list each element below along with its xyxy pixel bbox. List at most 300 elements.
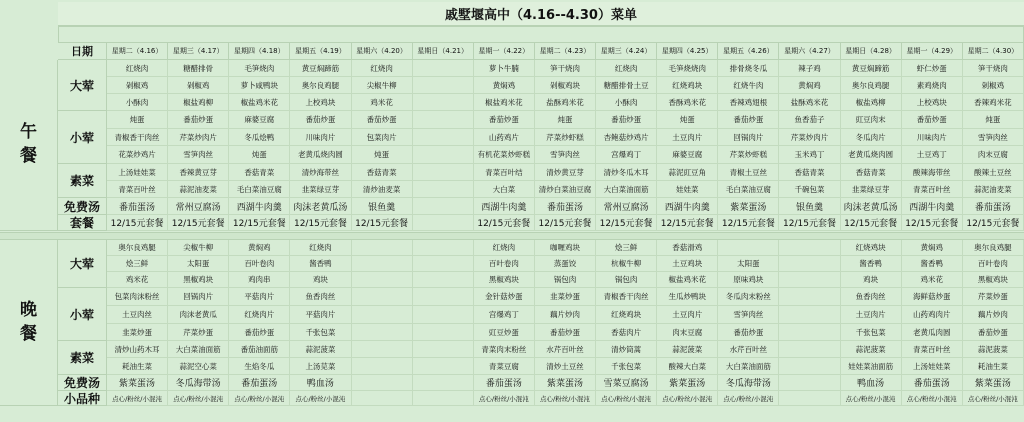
menu-cell: 12/15元套餐 bbox=[779, 215, 840, 231]
menu-cell: 点心/粉丝/小混沌 bbox=[229, 391, 290, 406]
menu-cell: 辣子鸡 bbox=[779, 60, 840, 77]
menu-cell: 老黄瓜烧肉圆 bbox=[290, 146, 351, 164]
menu-cell: 平菇肉片 bbox=[290, 306, 351, 324]
menu-cell: 冬瓜海带汤 bbox=[168, 375, 229, 391]
menu-cell: 锅包肉 bbox=[535, 272, 596, 288]
menu-cell: 青菜百叶丝 bbox=[107, 181, 168, 198]
menu-cell: 常州豆腐汤 bbox=[168, 198, 229, 215]
menu-cell: 番茄炒蛋 bbox=[718, 324, 779, 341]
menu-cell: 鸡米花 bbox=[352, 94, 413, 111]
menu-cell: 酸辣土豆丝 bbox=[963, 164, 1024, 181]
menu-cell: 清炒筒蒿 bbox=[596, 341, 657, 358]
menu-cell bbox=[779, 324, 840, 341]
menu-cell: 红烧肉 bbox=[596, 60, 657, 77]
category-label: 免费汤 bbox=[58, 198, 107, 215]
menu-cell: 香菇肉片 bbox=[596, 324, 657, 341]
menu-cell: 宫爆鸡丁 bbox=[596, 146, 657, 164]
menu-cell: 回锅肉片 bbox=[718, 129, 779, 146]
menu-cell: 千张包菜 bbox=[290, 324, 351, 341]
menu-cell: 点心/粉丝/小混沌 bbox=[657, 391, 718, 406]
menu-cell: 蒜泥菠菜 bbox=[657, 341, 718, 358]
menu-cell: 点心/粉丝/小混沌 bbox=[718, 391, 779, 406]
menu-cell: 点心/粉丝/小混沌 bbox=[290, 391, 351, 406]
menu-cell bbox=[413, 146, 474, 164]
menu-cell: 蒜泥菠菜 bbox=[290, 341, 351, 358]
menu-cell: 土豆肉丝 bbox=[107, 306, 168, 324]
menu-cell: 鸡块 bbox=[290, 272, 351, 288]
category-label: 大荤 bbox=[58, 240, 107, 288]
menu-cell bbox=[413, 341, 474, 358]
menu-cell: 金针菇炒蛋 bbox=[474, 288, 535, 306]
menu-cell: 西湖牛肉羹 bbox=[474, 198, 535, 215]
menu-cell: 毛笋烧肉 bbox=[229, 60, 290, 77]
menu-cell: 番茄蛋汤 bbox=[963, 198, 1024, 215]
menu-cell bbox=[413, 256, 474, 272]
menu-cell: 黄焖鸡 bbox=[902, 240, 963, 256]
menu-cell: 红烧鸡块 bbox=[841, 240, 902, 256]
menu-cell: 鸭血汤 bbox=[841, 375, 902, 391]
menu-cell: 红烧肉 bbox=[474, 240, 535, 256]
menu-cell: 萝卜牛腩 bbox=[474, 60, 535, 77]
menu-cell: 蒜泥豇豆角 bbox=[657, 164, 718, 181]
menu-cell bbox=[413, 324, 474, 341]
menu-cell: 太阳蛋 bbox=[168, 256, 229, 272]
category-label: 大荤 bbox=[58, 60, 107, 111]
menu-cell: 百叶卷肉 bbox=[229, 256, 290, 272]
menu-cell: 芹菜炒肉片 bbox=[779, 129, 840, 146]
menu-cell: 番茄蛋汤 bbox=[107, 198, 168, 215]
category-label: 免费汤 bbox=[58, 375, 107, 391]
menu-cell: 藕片炒肉 bbox=[535, 306, 596, 324]
category-label: 小荤 bbox=[58, 288, 107, 341]
menu-cell: 酸辣海带丝 bbox=[902, 164, 963, 181]
menu-cell: 虾仁炒蛋 bbox=[902, 60, 963, 77]
menu-cell bbox=[779, 240, 840, 256]
menu-cell: 土豆肉片 bbox=[841, 306, 902, 324]
menu-cell: 酱香鸭 bbox=[841, 256, 902, 272]
menu-cell: 西湖牛肉羹 bbox=[229, 198, 290, 215]
menu-cell bbox=[413, 181, 474, 198]
menu-cell bbox=[352, 375, 413, 391]
dinner-label-char: 晚 bbox=[20, 299, 37, 320]
menu-cell bbox=[413, 164, 474, 181]
menu-cell: 清炒白菜油豆腐 bbox=[535, 181, 596, 198]
menu-cell: 大白菜油面筋 bbox=[596, 181, 657, 198]
category-label: 素菜 bbox=[58, 164, 107, 198]
menu-cell: 冬瓜海带汤 bbox=[718, 375, 779, 391]
menu-cell: 椒盐鸡米花 bbox=[229, 94, 290, 111]
menu-cell: 香辣黄豆芽 bbox=[168, 164, 229, 181]
menu-cell: 豇豆炒蛋 bbox=[474, 324, 535, 341]
menu-cell bbox=[413, 94, 474, 111]
menu-cell: 上校鸡块 bbox=[290, 94, 351, 111]
menu-cell: 鸡米花 bbox=[902, 272, 963, 288]
menu-cell: 鸡米花 bbox=[107, 272, 168, 288]
menu-cell: 上校鸡块 bbox=[902, 94, 963, 111]
menu-cell bbox=[413, 358, 474, 375]
menu-cell: 锅包肉 bbox=[596, 272, 657, 288]
menu-cell: 紫菜蛋汤 bbox=[107, 375, 168, 391]
menu-cell: 冬瓜肉末粉丝 bbox=[718, 288, 779, 306]
menu-cell: 上汤娃娃菜 bbox=[107, 164, 168, 181]
menu-cell: 点心/粉丝/小混沌 bbox=[168, 391, 229, 406]
menu-cell bbox=[413, 288, 474, 306]
menu-cell: 毛笋烧烧肉 bbox=[657, 60, 718, 77]
date-header-cell: 星期二（4.30） bbox=[963, 43, 1024, 60]
menu-cell: 花菜炒鸡片 bbox=[107, 146, 168, 164]
menu-cell bbox=[413, 198, 474, 215]
menu-cell: 太阳蛋 bbox=[718, 256, 779, 272]
menu-cell: 椒盐鸡米花 bbox=[657, 272, 718, 288]
menu-cell: 椒盐鸡柳 bbox=[841, 94, 902, 111]
menu-cell bbox=[779, 375, 840, 391]
menu-cell: 剁椒鸡 bbox=[963, 77, 1024, 94]
date-header-cell: 星期二（4.23） bbox=[535, 43, 596, 60]
date-header-cell: 星期四（4.25） bbox=[657, 43, 718, 60]
menu-cell: 肉末豆腐 bbox=[963, 146, 1024, 164]
menu-cell: 黑椒鸡块 bbox=[474, 272, 535, 288]
menu-cell: 12/15元套餐 bbox=[474, 215, 535, 231]
date-header-cell: 星期六（4.27） bbox=[779, 43, 840, 60]
menu-cell: 韭菜绿豆芽 bbox=[290, 181, 351, 198]
menu-cell: 笋干烧肉 bbox=[963, 60, 1024, 77]
menu-cell bbox=[779, 391, 840, 406]
menu-cell: 点心/粉丝/小混沌 bbox=[535, 391, 596, 406]
menu-cell: 蒜泥菠菜 bbox=[963, 341, 1024, 358]
menu-cell: 藕片炒肉 bbox=[963, 306, 1024, 324]
date-header-cell: 星期五（4.19） bbox=[290, 43, 351, 60]
menu-cell: 烩三鲜 bbox=[107, 256, 168, 272]
menu-cell: 千张包菜 bbox=[596, 358, 657, 375]
menu-cell: 蒸蛋饺 bbox=[535, 256, 596, 272]
menu-cell: 酱香鸭 bbox=[902, 256, 963, 272]
menu-cell: 香辣鸡米花 bbox=[963, 94, 1024, 111]
menu-cell bbox=[413, 129, 474, 146]
menu-cell: 萝卜咸鸭块 bbox=[229, 77, 290, 94]
lunch-label bbox=[0, 60, 58, 231]
menu-cell: 包菜肉沫粉丝 bbox=[107, 288, 168, 306]
menu-cell: 糖醋排骨土豆 bbox=[596, 77, 657, 94]
category-label: 小品种 bbox=[58, 391, 107, 406]
menu-cell: 香酥鸡米花 bbox=[657, 94, 718, 111]
menu-cell: 青椒土豆丝 bbox=[718, 164, 779, 181]
dinner-label bbox=[0, 240, 58, 406]
menu-cell bbox=[779, 288, 840, 306]
menu-cell: 点心/粉丝/小混沌 bbox=[596, 391, 657, 406]
menu-cell: 12/15元套餐 bbox=[596, 215, 657, 231]
menu-cell: 水芹百叶丝 bbox=[718, 341, 779, 358]
menu-cell: 12/15元套餐 bbox=[535, 215, 596, 231]
menu-cell bbox=[718, 240, 779, 256]
menu-cell: 尖椒牛柳 bbox=[168, 240, 229, 256]
menu-cell bbox=[352, 306, 413, 324]
menu-cell: 鸭血汤 bbox=[290, 375, 351, 391]
menu-cell: 盐酥鸡米花 bbox=[535, 94, 596, 111]
menu-cell: 黄焖鸡 bbox=[779, 77, 840, 94]
menu-cell: 蒜泥菠菜 bbox=[841, 341, 902, 358]
menu-cell: 老黄瓜烧肉圆 bbox=[841, 146, 902, 164]
lunch-label-char: 午 bbox=[20, 122, 37, 143]
menu-cell: 银鱼羹 bbox=[352, 198, 413, 215]
menu-cell: 点心/粉丝/小混沌 bbox=[841, 391, 902, 406]
menu-cell: 娃娃菜 bbox=[657, 181, 718, 198]
menu-cell: 西湖牛肉羹 bbox=[657, 198, 718, 215]
date-header-cell: 星期一（4.22） bbox=[474, 43, 535, 60]
menu-cell: 番茄油面筋 bbox=[229, 341, 290, 358]
menu-cell: 银鱼羹 bbox=[779, 198, 840, 215]
menu-cell: 川味肉片 bbox=[290, 129, 351, 146]
menu-cell: 番茄蛋汤 bbox=[229, 375, 290, 391]
menu-cell: 肉沫老黄瓜汤 bbox=[841, 198, 902, 215]
menu-cell: 尖椒牛柳 bbox=[352, 77, 413, 94]
menu-cell: 千张包菜 bbox=[841, 324, 902, 341]
menu-cell: 素鸡烧肉 bbox=[902, 77, 963, 94]
menu-cell: 香辣鸡翅根 bbox=[718, 94, 779, 111]
menu-cell: 冬瓜烩鸭 bbox=[229, 129, 290, 146]
menu-cell: 蒜泥空心菜 bbox=[168, 358, 229, 375]
menu-cell: 芹菜炒虾糕 bbox=[718, 146, 779, 164]
menu-cell: 雪笋肉丝 bbox=[963, 129, 1024, 146]
menu-cell: 小酥肉 bbox=[107, 94, 168, 111]
menu-cell bbox=[413, 215, 474, 231]
menu-cell: 芹菜炒虾糕 bbox=[535, 129, 596, 146]
menu-cell: 12/15元套餐 bbox=[963, 215, 1024, 231]
menu-cell: 土豆肉片 bbox=[657, 129, 718, 146]
menu-cell: 剁椒鸡 bbox=[107, 77, 168, 94]
menu-cell: 炖蛋 bbox=[229, 146, 290, 164]
menu-cell: 番茄炒蛋 bbox=[963, 324, 1024, 341]
menu-cell bbox=[413, 375, 474, 391]
menu-cell: 剁椒鸡块 bbox=[535, 77, 596, 94]
menu-cell: 炖蛋 bbox=[963, 111, 1024, 129]
menu-cell bbox=[352, 272, 413, 288]
menu-cell: 鱼香肉丝 bbox=[290, 288, 351, 306]
menu-cell: 包菜肉片 bbox=[352, 129, 413, 146]
menu-cell: 芹菜炒蛋 bbox=[963, 288, 1024, 306]
menu-cell: 水芹百叶丝 bbox=[535, 341, 596, 358]
menu-cell: 清炒冬瓜木耳 bbox=[596, 164, 657, 181]
menu-cell: 鸡肉串 bbox=[229, 272, 290, 288]
date-header-cell: 星期日（4.21） bbox=[413, 43, 474, 60]
menu-cell: 椒盐鸡米花 bbox=[474, 94, 535, 111]
menu-cell: 耗油生菜 bbox=[107, 358, 168, 375]
menu-cell: 芹菜炒肉片 bbox=[168, 129, 229, 146]
menu-cell: 上汤苋菜 bbox=[290, 358, 351, 375]
menu-cell: 鱼香肉丝 bbox=[841, 288, 902, 306]
menu-cell: 香菇滑鸡 bbox=[657, 240, 718, 256]
menu-cell: 生瓜炒鸭块 bbox=[657, 288, 718, 306]
menu-cell: 豇豆肉末 bbox=[841, 111, 902, 129]
menu-cell: 番茄蛋汤 bbox=[902, 375, 963, 391]
menu-cell: 西湖牛肉羹 bbox=[902, 198, 963, 215]
menu-cell: 番茄蛋汤 bbox=[474, 375, 535, 391]
menu-cell: 麻婆豆腐 bbox=[657, 146, 718, 164]
menu-cell: 回锅肉片 bbox=[168, 288, 229, 306]
menu-cell: 红烧肉 bbox=[352, 60, 413, 77]
menu-cell bbox=[352, 240, 413, 256]
menu-cell: 青椒香干肉丝 bbox=[596, 288, 657, 306]
menu-cell: 12/15元套餐 bbox=[290, 215, 351, 231]
menu-cell: 红烧肉 bbox=[290, 240, 351, 256]
menu-cell: 杭椒牛柳 bbox=[596, 256, 657, 272]
menu-cell: 清炒山药木耳 bbox=[107, 341, 168, 358]
menu-cell: 清炒海带丝 bbox=[290, 164, 351, 181]
menu-cell: 点心/粉丝/小混沌 bbox=[963, 391, 1024, 406]
menu-cell: 常州豆腐汤 bbox=[596, 198, 657, 215]
menu-cell: 青菜百叶丝 bbox=[902, 341, 963, 358]
menu-cell: 酱香鸭 bbox=[290, 256, 351, 272]
menu-cell: 青菜肉末粉丝 bbox=[474, 341, 535, 358]
menu-cell: 番茄炒蛋 bbox=[168, 111, 229, 129]
menu-cell: 杏鲍菇炒鸡片 bbox=[596, 129, 657, 146]
menu-cell: 点心/粉丝/小混沌 bbox=[107, 391, 168, 406]
menu-cell: 香菇青菜 bbox=[779, 164, 840, 181]
menu-cell: 山药鸡肉片 bbox=[902, 306, 963, 324]
menu-cell: 雪菜豆腐汤 bbox=[596, 375, 657, 391]
category-label: 小荤 bbox=[58, 111, 107, 164]
menu-cell: 老黄瓜肉圆 bbox=[902, 324, 963, 341]
menu-cell: 剁椒鸡 bbox=[168, 77, 229, 94]
meal-separator bbox=[0, 232, 1024, 240]
menu-cell: 冬瓜肉片 bbox=[841, 129, 902, 146]
menu-cell: 百叶卷肉 bbox=[963, 256, 1024, 272]
menu-cell: 黄焖鸡 bbox=[229, 240, 290, 256]
menu-cell: 番茄炒蛋 bbox=[718, 111, 779, 129]
menu-cell: 12/15元套餐 bbox=[718, 215, 779, 231]
menu-cell: 紫菜蛋汤 bbox=[657, 375, 718, 391]
menu-cell: 烩三鲜 bbox=[596, 240, 657, 256]
menu-cell: 雪笋肉丝 bbox=[718, 306, 779, 324]
menu-cell bbox=[352, 324, 413, 341]
menu-cell: 黄豆焖蹄筋 bbox=[841, 60, 902, 77]
menu-cell: 韭菜炒蛋 bbox=[535, 288, 596, 306]
menu-cell bbox=[413, 77, 474, 94]
menu-cell: 肉沫老黄瓜汤 bbox=[290, 198, 351, 215]
menu-cell: 奥尔良鸡腿 bbox=[107, 240, 168, 256]
menu-cell: 大白菜油面筋 bbox=[718, 358, 779, 375]
menu-cell: 黑椒鸡块 bbox=[963, 272, 1024, 288]
menu-cell: 12/15元套餐 bbox=[168, 215, 229, 231]
menu-cell: 香菇青菜 bbox=[352, 164, 413, 181]
menu-cell: 奥尔良鸡腿 bbox=[841, 77, 902, 94]
category-label: 套餐 bbox=[58, 215, 107, 231]
menu-cell: 红烧鸡块 bbox=[657, 77, 718, 94]
menu-cell: 原味鸡块 bbox=[718, 272, 779, 288]
menu-cell: 土豆鸡丁 bbox=[902, 146, 963, 164]
menu-cell: 雪笋肉丝 bbox=[535, 146, 596, 164]
menu-cell: 番茄炒蛋 bbox=[352, 111, 413, 129]
menu-cell: 12/15元套餐 bbox=[107, 215, 168, 231]
menu-cell bbox=[779, 358, 840, 375]
menu-title: 戚墅堰高中（4.16--4.30）菜单 bbox=[58, 2, 1024, 26]
date-header-cell: 星期日（4.28） bbox=[841, 43, 902, 60]
menu-cell bbox=[413, 272, 474, 288]
menu-cell: 红烧肉片 bbox=[229, 306, 290, 324]
menu-cell: 12/15元套餐 bbox=[841, 215, 902, 231]
menu-cell: 12/15元套餐 bbox=[229, 215, 290, 231]
menu-cell: 生焰冬瓜 bbox=[229, 358, 290, 375]
menu-cell: 韭菜绿豆芽 bbox=[841, 181, 902, 198]
date-header-cell: 星期六（4.20） bbox=[352, 43, 413, 60]
category-label: 素菜 bbox=[58, 341, 107, 375]
menu-cell: 奥尔良鸡腿 bbox=[963, 240, 1024, 256]
menu-cell: 红烧鸡块 bbox=[596, 306, 657, 324]
menu-cell: 红烧牛肉 bbox=[718, 77, 779, 94]
menu-cell: 毛白菜油豆腐 bbox=[229, 181, 290, 198]
menu-cell bbox=[779, 256, 840, 272]
menu-cell: 土豆鸡块 bbox=[657, 256, 718, 272]
menu-cell: 番茄炒蛋 bbox=[290, 111, 351, 129]
menu-cell: 娃娃菜油面筋 bbox=[841, 358, 902, 375]
menu-cell: 12/15元套餐 bbox=[657, 215, 718, 231]
menu-cell: 番茄炒蛋 bbox=[474, 111, 535, 129]
menu-cell: 芹菜炒蛋 bbox=[168, 324, 229, 341]
menu-cell: 红烧肉 bbox=[107, 60, 168, 77]
menu-cell: 盐酥鸡米花 bbox=[779, 94, 840, 111]
menu-cell bbox=[779, 306, 840, 324]
date-header-cell: 星期三（4.24） bbox=[596, 43, 657, 60]
menu-cell bbox=[352, 341, 413, 358]
menu-cell: 蒜泥油麦菜 bbox=[168, 181, 229, 198]
menu-cell: 香菇青菜 bbox=[841, 164, 902, 181]
menu-cell bbox=[413, 240, 474, 256]
menu-cell bbox=[352, 358, 413, 375]
menu-cell: 麻婆豆腐 bbox=[229, 111, 290, 129]
menu-cell: 雪笋肉丝 bbox=[168, 146, 229, 164]
menu-cell: 清炒黄豆芽 bbox=[535, 164, 596, 181]
menu-cell: 川味肉片 bbox=[902, 129, 963, 146]
menu-cell: 青菜百叶结 bbox=[474, 164, 535, 181]
menu-cell bbox=[413, 111, 474, 129]
menu-cell: 炖蛋 bbox=[535, 111, 596, 129]
menu-cell: 肉沫老黄瓜 bbox=[168, 306, 229, 324]
menu-cell: 山药鸡片 bbox=[474, 129, 535, 146]
menu-cell: 番茄炒蛋 bbox=[902, 111, 963, 129]
menu-cell: 番茄炒蛋 bbox=[229, 324, 290, 341]
menu-cell: 毛白菜油豆腐 bbox=[718, 181, 779, 198]
menu-cell: 黑椒鸡块 bbox=[168, 272, 229, 288]
menu-cell bbox=[413, 306, 474, 324]
menu-cell: 鸡块 bbox=[841, 272, 902, 288]
dinner-label-char: 餐 bbox=[20, 323, 37, 344]
menu-cell: 宫爆鸡丁 bbox=[474, 306, 535, 324]
menu-cell bbox=[779, 272, 840, 288]
menu-cell: 糖醋排骨 bbox=[168, 60, 229, 77]
menu-cell: 番茄蛋汤 bbox=[535, 198, 596, 215]
date-header-cell: 星期二（4.16） bbox=[107, 43, 168, 60]
menu-cell: 青椒香干肉丝 bbox=[107, 129, 168, 146]
menu-cell: 玉米鸡丁 bbox=[779, 146, 840, 164]
menu-cell: 香菇青菜 bbox=[229, 164, 290, 181]
menu-cell: 肉末豆腐 bbox=[657, 324, 718, 341]
menu-cell bbox=[352, 391, 413, 406]
menu-cell: 炖蛋 bbox=[657, 111, 718, 129]
menu-cell: 奥尔良鸡腿 bbox=[290, 77, 351, 94]
menu-cell: 椒盐鸡柳 bbox=[168, 94, 229, 111]
menu-cell bbox=[352, 256, 413, 272]
menu-cell: 青菜豆腐 bbox=[474, 358, 535, 375]
menu-cell: 炖蛋 bbox=[107, 111, 168, 129]
menu-cell: 炖蛋 bbox=[352, 146, 413, 164]
menu-cell: 平菇肉片 bbox=[229, 288, 290, 306]
menu-cell bbox=[352, 288, 413, 306]
menu-cell: 鱼香茄子 bbox=[779, 111, 840, 129]
menu-cell: 点心/粉丝/小混沌 bbox=[902, 391, 963, 406]
menu-cell: 番茄炒蛋 bbox=[596, 111, 657, 129]
menu-cell: 紫菜蛋汤 bbox=[535, 375, 596, 391]
menu-cell bbox=[413, 60, 474, 77]
menu-cell: 大白菜油面筋 bbox=[168, 341, 229, 358]
